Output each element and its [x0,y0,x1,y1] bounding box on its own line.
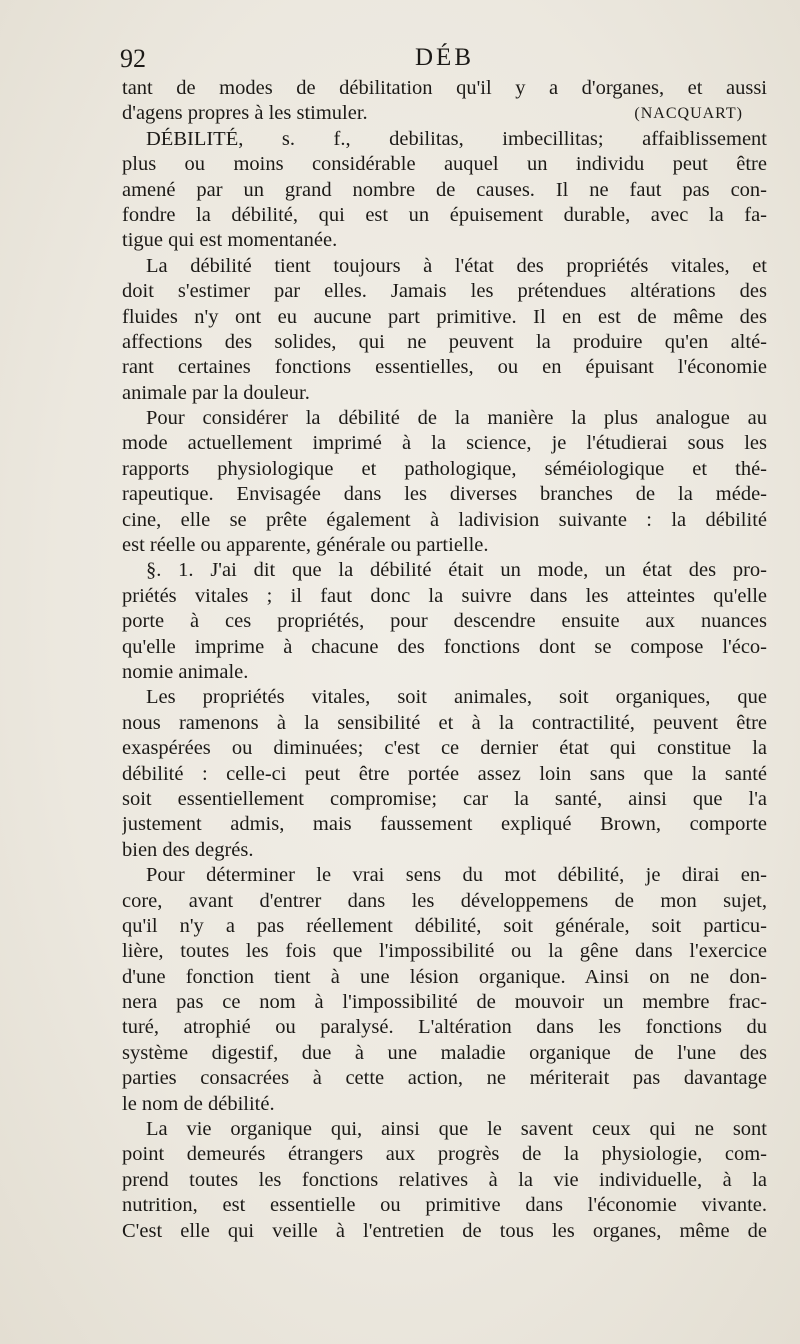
text-line: turé, atrophié ou paralysé. L'altération dans les fonctions du [122,1016,767,1039]
text-line: nomie animale. [122,660,249,683]
text-line: rapeutique. Envisagée dans les diverses branches de la méde- [122,483,767,506]
text-line-with-signature [122,101,767,126]
text-line: d'une fonction tient à une lésion organique. Ainsi on ne don- [122,965,767,988]
text-line: parties consacrées à cette action, ne mériterait pas davantage [122,1067,767,1090]
text-line: tigue qui est momentanée. [122,229,338,252]
author-signature: (NACQUART) [634,105,743,123]
text-line-fragment: d'agens propres à les stimuler. [122,102,368,125]
text-line: tant de modes de débilitation qu'il y a d'organes, et aussi [122,77,767,99]
text-line: point demeurés étrangers aux progrès de la physiologie, com- [122,1143,767,1166]
text-line: justement admis, mais faussement expliqué Brown, comporte [122,813,767,836]
text-line: doit s'estimer par elles. Jamais les prétendues altérations des [122,280,767,303]
text-line: core, avant d'entrer dans les développemens de mon sujet, [122,889,767,912]
text-line: La vie organique qui, ainsi que le savent ceux qui ne sont [146,1118,767,1141]
text-line: bien des degrés. [122,838,254,861]
text-line: rapports physiologique et pathologique, séméiologique et thé- [122,457,767,480]
text-line: fondre la débilité, qui est un épuisement durable, avec la fa- [122,203,767,226]
page-header [120,44,768,78]
text-line: Pour déterminer le vrai sens du mot débilité, je dirai en- [146,864,767,887]
text-line: animale par la douleur. [122,381,310,404]
text-line: cine, elle se prête également à ladivision suivante : la débilité [122,508,767,531]
text-line: mode actuellement imprimé à la science, je l'étudierai sous les [122,432,767,455]
text-line: nous ramenons à la sensibilité et à la contractilité, peuvent être [122,711,767,734]
text-line: rant certaines fonctions essentielles, ou en épuisant l'économie [122,356,767,379]
text-line: qu'il n'y a pas réellement débilité, soit générale, soit particu- [122,914,767,937]
running-head: DÉB [415,44,474,71]
text-line: C'est elle qui veille à l'entretien de tous les organes, même de [122,1219,767,1242]
section-heading-line: §. 1. J'ai dit que la débilité était un mode, un état des pro- [146,559,767,582]
text-line: lière, toutes les fois que l'impossibilité ou la gêne dans l'exercice [122,940,767,963]
body-text [122,76,767,1244]
text-line: est réelle ou apparente, générale ou partielle. [122,534,489,557]
text-line: Pour considérer la débilité de la manière la plus analogue au [146,407,767,430]
text-line: fluides n'y ont eu aucune part primitive. Il en est de même des [122,305,767,328]
text-line: le nom de débilité. [122,1092,275,1115]
page-number: 92 [120,44,146,73]
text-line: nutrition, est essentielle ou primitive dans l'économie vivante. [122,1194,767,1217]
text-line: débilité : celle-ci peut être portée assez loin sans que la santé [122,762,767,785]
entry-heading-line: DÉBILITÉ, s. f., debilitas, imbecillitas; affaiblissement [146,127,767,150]
text-line: qu'elle imprime à chacune des fonctions dont se compose l'éco- [122,635,767,658]
text-line: porte à ces propriétés, pour descendre ensuite aux nuances [122,610,767,633]
text-line: La débilité tient toujours à l'état des propriétés vitales, et [146,254,767,277]
text-line: nera pas ce nom à l'impossibilité de mouvoir un membre frac- [122,991,767,1014]
text-line: soit essentiellement compromise; car la santé, ainsi que l'a [122,787,767,810]
text-line: prend toutes les fonctions relatives à la vie individuelle, à la [122,1168,767,1191]
text-line: priétés vitales ; il faut donc la suivre dans les atteintes qu'elle [122,584,767,607]
text-line: amené par un grand nombre de causes. Il ne faut pas con- [122,178,767,201]
text-line: système digestif, due à une maladie organique de l'une des [122,1041,767,1064]
text-line: exaspérées ou diminuées; c'est ce dernier état qui constitue la [122,737,767,760]
text-line: affections des solides, qui ne peuvent la produire qu'en alté- [122,330,767,353]
text-line: plus ou moins considérable auquel un individu peut être [122,153,767,176]
text-line: Les propriétés vitales, soit animales, soit organiques, que [146,686,767,709]
